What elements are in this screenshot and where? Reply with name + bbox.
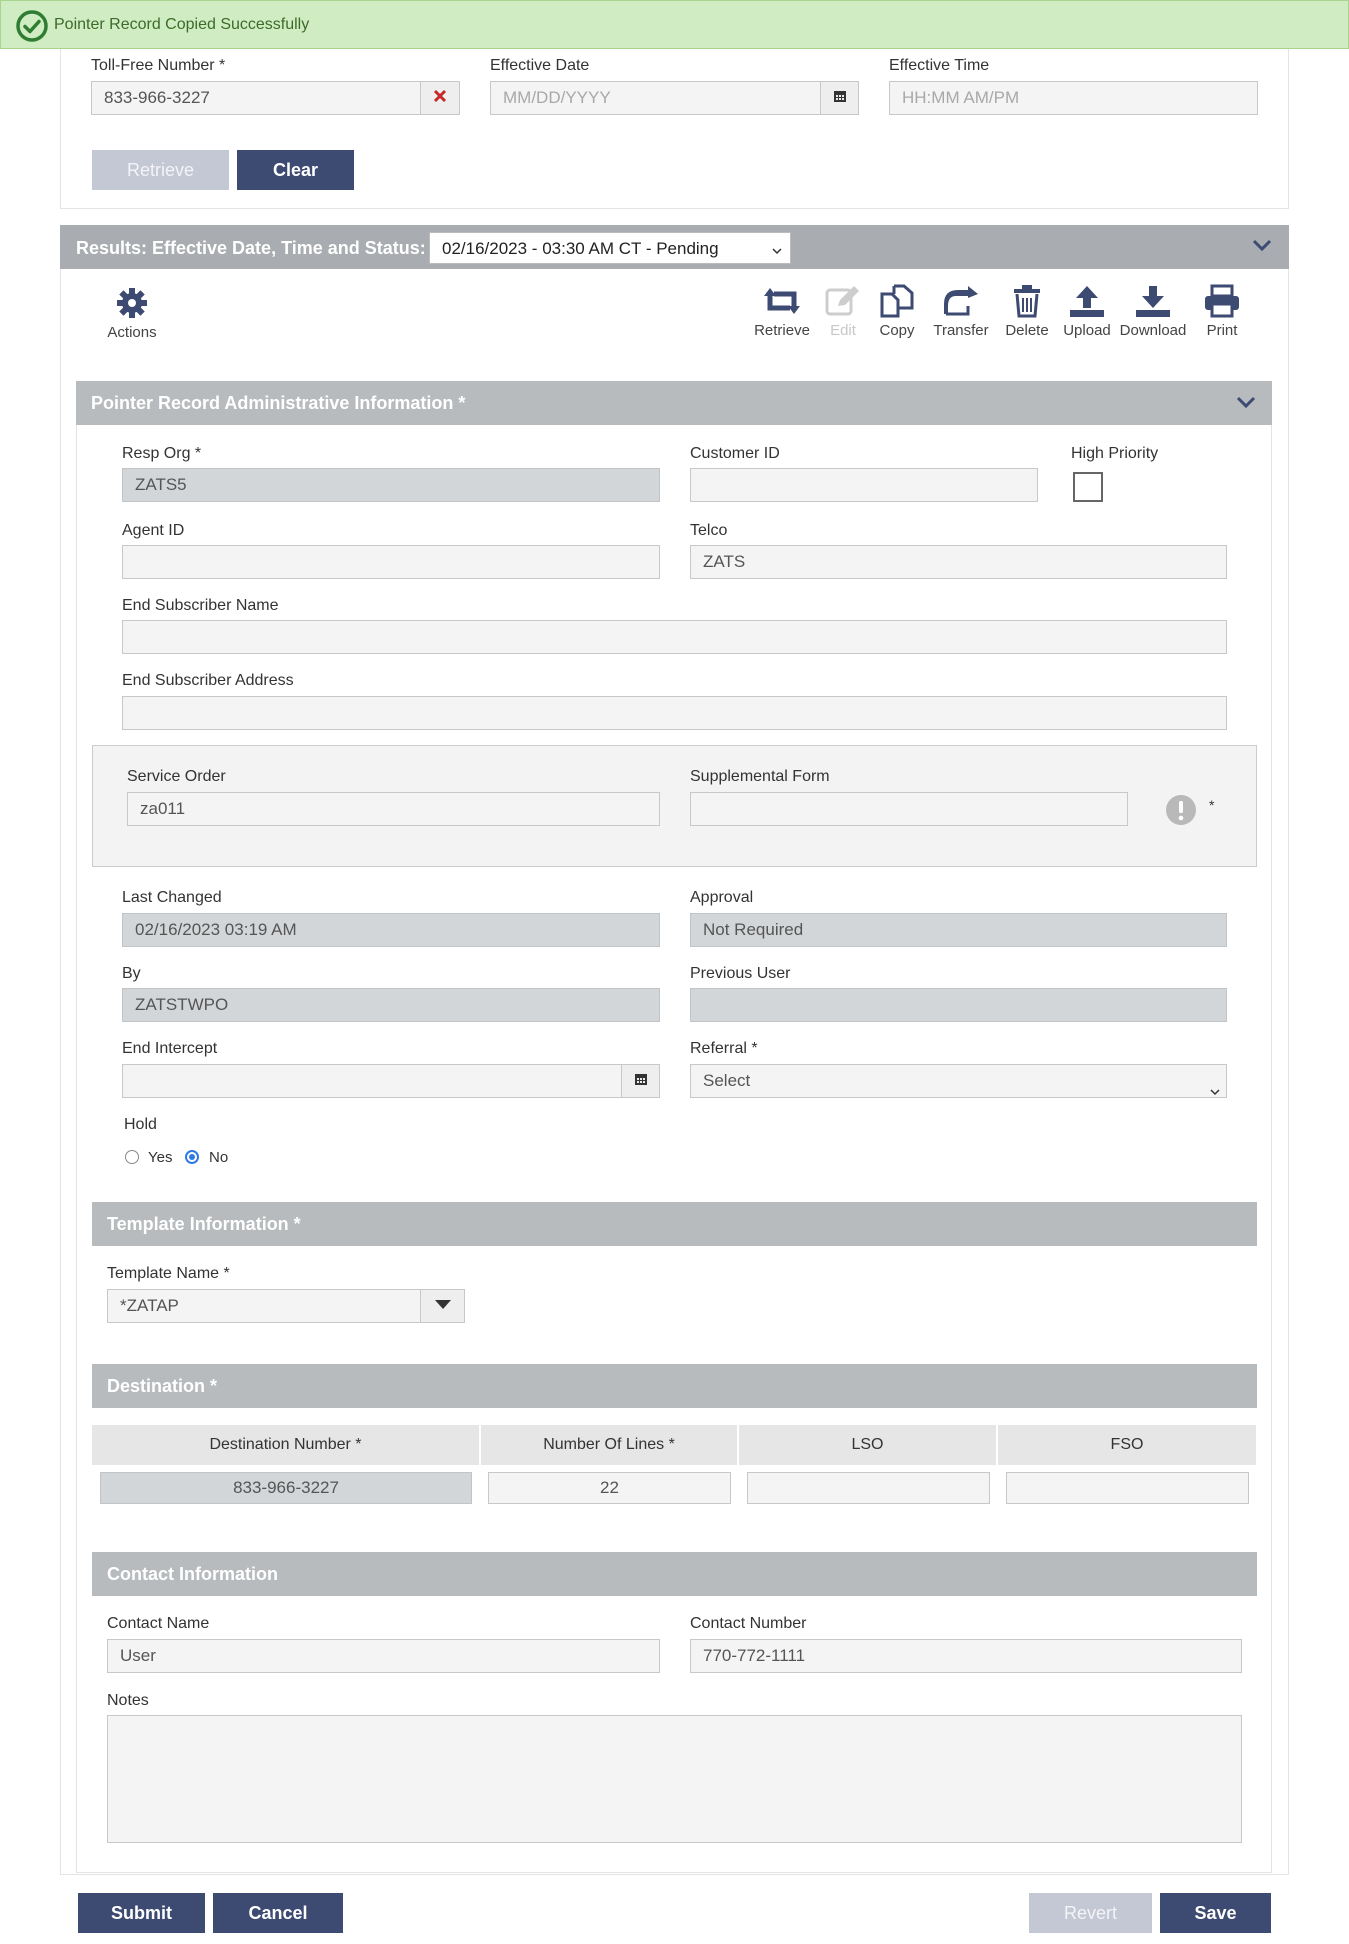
hold-no-radio[interactable] — [185, 1150, 199, 1164]
check-circle-icon — [16, 10, 48, 42]
clear-tfn-button[interactable] — [420, 81, 460, 115]
template-name-input[interactable]: *ZATAP — [107, 1289, 421, 1323]
toolbar-download-button[interactable] — [1114, 284, 1192, 339]
close-icon — [433, 89, 447, 108]
template-dropdown-button[interactable] — [420, 1289, 465, 1323]
end-subscriber-address-label: End Subscriber Address — [122, 672, 294, 689]
number-of-lines-cell[interactable]: 22 — [488, 1472, 731, 1504]
previous-user-input[interactable] — [690, 988, 1227, 1022]
lso-cell[interactable] — [747, 1472, 990, 1504]
end-intercept-label: End Intercept — [122, 1040, 218, 1057]
template-name-label: Template Name * — [107, 1265, 230, 1282]
approval-input[interactable]: Not Required — [690, 913, 1227, 947]
hold-yes-label: Yes — [148, 1149, 173, 1166]
end-subscriber-name-input[interactable] — [122, 620, 1227, 654]
agent-id-input[interactable] — [122, 545, 660, 579]
toolbar-retrieve-button[interactable] — [750, 284, 814, 339]
cancel-button[interactable]: Cancel — [213, 1893, 343, 1933]
toolbar-transfer-button[interactable] — [929, 284, 993, 339]
contact-name-input[interactable]: User — [107, 1639, 660, 1673]
last-changed-label: Last Changed — [122, 889, 222, 906]
download-icon — [1114, 284, 1192, 318]
telco-input[interactable]: ZATS — [690, 545, 1227, 579]
by-input[interactable]: ZATSTWPO — [122, 988, 660, 1022]
hold-yes-radio[interactable] — [125, 1150, 139, 1164]
end-intercept-input[interactable] — [122, 1064, 622, 1098]
results-select[interactable] — [429, 232, 791, 264]
end-subscriber-name-label: End Subscriber Name — [122, 597, 279, 614]
toolbar-copy-button[interactable] — [874, 284, 920, 339]
contact-name-label: Contact Name — [107, 1615, 210, 1632]
telco-label: Telco — [690, 522, 728, 539]
dest-col-header-fso: FSO — [998, 1425, 1256, 1465]
resp-org-input[interactable]: ZATS5 — [122, 468, 660, 502]
chevron-down-icon — [1210, 1076, 1220, 1098]
delete-label: Delete — [1005, 322, 1049, 339]
contact-number-input[interactable]: 770-772-1111 — [690, 1639, 1242, 1673]
end-subscriber-address-input[interactable] — [122, 696, 1227, 730]
destination-section-header: Destination * — [92, 1364, 1257, 1408]
chevron-down-icon — [772, 243, 782, 261]
calendar-icon — [833, 89, 847, 108]
submit-button[interactable]: Submit — [78, 1893, 205, 1933]
results-collapse-icon[interactable] — [1252, 238, 1272, 257]
notes-label: Notes — [107, 1692, 149, 1709]
effective-time-input[interactable]: HH:MM AM/PM — [889, 81, 1258, 115]
retrieve-label: Retrieve — [754, 322, 810, 339]
fso-cell[interactable] — [1006, 1472, 1249, 1504]
edit-label: Edit — [830, 322, 856, 339]
hold-no-label: No — [209, 1149, 229, 1166]
high-priority-checkbox[interactable] — [1073, 472, 1103, 502]
trash-icon — [1002, 284, 1052, 318]
share-icon — [929, 284, 993, 318]
download-label: Download — [1119, 322, 1187, 339]
previous-user-label: Previous User — [690, 965, 791, 982]
calendar-icon — [634, 1072, 648, 1091]
notes-textarea[interactable] — [107, 1715, 1242, 1843]
printer-icon — [1199, 284, 1245, 318]
upload-label: Upload — [1063, 322, 1111, 339]
hold-label: Hold — [124, 1116, 157, 1133]
dest-col-header-lso: LSO — [739, 1425, 996, 1465]
resp-org-label: Resp Org * — [122, 445, 202, 462]
template-section-header: Template Information * — [92, 1202, 1257, 1246]
toolbar-delete-button[interactable] — [1002, 284, 1052, 339]
referral-label: Referral * — [690, 1040, 758, 1057]
print-label: Print — [1206, 322, 1238, 339]
approval-label: Approval — [690, 889, 754, 906]
save-button[interactable]: Save — [1160, 1893, 1271, 1933]
customer-id-label: Customer ID — [690, 445, 780, 462]
high-priority-label: High Priority — [1071, 445, 1159, 462]
effective-time-label: Effective Time — [889, 57, 990, 74]
end-intercept-calendar-button[interactable] — [621, 1064, 660, 1098]
customer-id-input[interactable] — [690, 468, 1038, 502]
transfer-label: Transfer — [933, 322, 989, 339]
contact-section-header: Contact Information — [92, 1552, 1257, 1596]
success-notification — [0, 0, 1349, 49]
toolbar-edit-button[interactable] — [821, 284, 865, 339]
supplemental-form-input[interactable] — [690, 792, 1128, 826]
dest-col-header-lines: Number Of Lines * — [481, 1425, 737, 1465]
service-order-input[interactable]: za011 — [127, 792, 660, 826]
admin-section-header: Pointer Record Administrative Information * — [76, 381, 1272, 425]
toolbar-print-button[interactable] — [1199, 284, 1245, 339]
dest-col-header-number: Destination Number * — [92, 1425, 479, 1465]
tfn-input[interactable]: 833-966-3227 — [91, 81, 421, 115]
clear-button[interactable]: Clear — [237, 150, 354, 190]
supplemental-required-mark: * — [1209, 797, 1215, 813]
copy-label: Copy — [879, 322, 915, 339]
effective-date-calendar-button[interactable] — [820, 81, 859, 115]
notification-message: Pointer Record Copied Successfully — [54, 16, 310, 33]
service-order-label: Service Order — [127, 768, 226, 785]
effective-date-input[interactable]: MM/DD/YYYY — [490, 81, 821, 115]
by-label: By — [122, 965, 141, 982]
gear-icon — [100, 286, 164, 320]
referral-select-value: Select — [703, 1071, 751, 1090]
revert-button[interactable]: Revert — [1029, 1893, 1152, 1933]
caret-down-icon — [434, 1297, 452, 1315]
results-label: Results: Effective Date, Time and Status: — [76, 238, 426, 258]
admin-collapse-icon[interactable] — [1236, 395, 1256, 414]
supplemental-form-label: Supplemental Form — [690, 768, 830, 785]
actions-label: Actions — [107, 324, 157, 341]
search-retrieve-button[interactable]: Retrieve — [92, 150, 229, 190]
toolbar-upload-button[interactable] — [1059, 284, 1115, 339]
edit-icon — [821, 284, 865, 318]
contact-number-label: Contact Number — [690, 1615, 807, 1632]
last-changed-input[interactable]: 02/16/2023 03:19 AM — [122, 913, 660, 947]
referral-select[interactable] — [690, 1064, 1227, 1098]
retweet-icon — [750, 284, 814, 318]
destination-number-cell[interactable]: 833-966-3227 — [100, 1472, 472, 1504]
tfn-label: Toll-Free Number * — [91, 57, 226, 74]
results-select-value: 02/16/2023 - 03:30 AM CT - Pending — [442, 239, 719, 258]
actions-button[interactable] — [100, 286, 164, 341]
exclamation-circle-icon[interactable] — [1165, 794, 1197, 831]
effective-date-label: Effective Date — [490, 57, 590, 74]
copy-icon — [874, 284, 920, 318]
agent-id-label: Agent ID — [122, 522, 185, 539]
upload-icon — [1059, 284, 1115, 318]
